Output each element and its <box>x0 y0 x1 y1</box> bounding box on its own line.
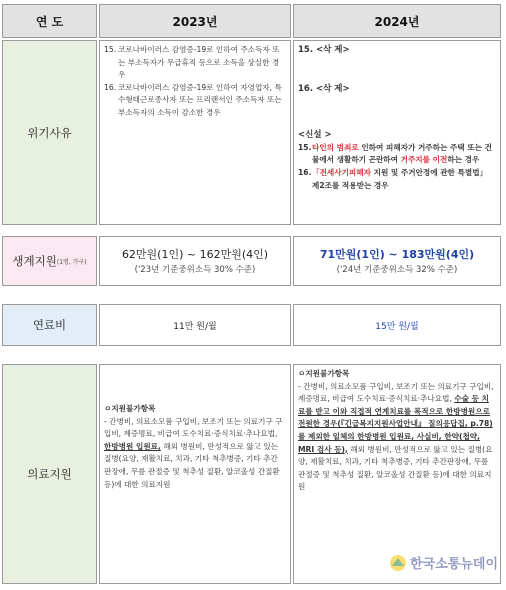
medical-2023-body: - 간병비, 의료소모품 구입비, 보조기 또는 의료기구 구입비, 제증명료, 비급여 도수치료·증식치료·추나요법, 한방병원 입원료, 해외 병원비, 만성적으로 앓고 있는 질병(요양, 재활치료, 치과, 기타 척추병증, 기타 추간판장애, 무릎 관절증 및 척추성 질환, 알코올성 간질환 등)에 대한 의료지원 <box>104 416 283 489</box>
header-2023 <box>99 4 291 38</box>
fuel-2024-value: 15만 원/월 <box>375 321 419 332</box>
watermark-text: 한국소통뉴데이 <box>410 557 498 572</box>
row-label-medical <box>2 364 97 584</box>
fuel-2023-value: 11만 원/월 <box>173 321 217 332</box>
crisis-2024-new-title: <신설 > <box>298 130 332 141</box>
living-label-text: 생계지원 <box>12 254 57 268</box>
header-2024-text: 2024년 <box>374 14 420 29</box>
living-label-sub: (1명, 가구) <box>56 258 87 266</box>
medical-label-text: 의료지원 <box>27 467 72 481</box>
crisis-2024-cell <box>293 40 501 225</box>
medical-2023-title: ㅇ지원불가항목 <box>104 404 156 413</box>
medical-2023-cell <box>99 364 291 584</box>
living-2024-note: ('24년 기준중위소득 32% 수준) <box>336 265 458 275</box>
crisis-2023-item-15: 15. 코로나바이러스 감염증-19로 인하여 주소득자 또는 부소득자가 무급휴직 등으로 소득을 상실한 경우 <box>104 45 280 80</box>
living-2023-cell <box>99 236 291 286</box>
crisis-2024-new-15: 15. 타인의 범죄로 인하여 피해자가 거주하는 주택 또는 건물에서 생활하기 곤란하여 거주지를 이전하는 경우 <box>298 142 492 165</box>
row-label-fuel <box>2 304 97 346</box>
medical-2024-title: ㅇ지원불가항목 <box>298 369 350 378</box>
medical-2024-body: - 간병비, 의료소모품 구입비, 보조기 또는 의료기구 구입비, 제증명료, 비급여 도수치료·증식치료·추나요법, 수술 등 치료를 받고 이와 직접적 연계치료를 목적으로 한방병원으로 전원한 경우(『긴급복지지원사업안내』 질의응답집, p.78)를 제외한 일체의 한방병원 입원료, 사실비, 한약(첩약, MRI 검사 등), 해외 병원비, 만성적으로 앓고 있는 질병(요양, 재활치료, 치과, 기타 척추병증, 기타 추간판장애, 무릎 관절증 및 척추성 질환, 알코올성 간질환 등)에 대한 의료지원 <box>298 381 494 492</box>
fuel-label-text: 연료비 <box>32 318 67 332</box>
watermark-logo-icon <box>389 554 407 572</box>
row-label-crisis <box>2 40 97 225</box>
crisis-2024-deleted-16: 16. <삭 제> <box>298 83 350 94</box>
header-2024 <box>293 4 501 38</box>
crisis-2023-cell <box>99 40 291 225</box>
fuel-2023-cell <box>99 304 291 346</box>
header-year-label <box>2 4 97 38</box>
header-2023-text: 2023년 <box>172 14 218 29</box>
living-2023-amount: 62만원(1인) ~ 162만원(4인) <box>121 248 269 261</box>
row-label-living <box>2 236 97 286</box>
living-2023-note: ('23년 기준중위소득 30% 수준) <box>134 265 256 275</box>
living-2024-amount: 71만원(1인) ~ 183만원(4인) <box>319 248 475 261</box>
fuel-2024-cell <box>293 304 501 346</box>
crisis-2024-new-16: 16. 「전세사기피해자 지원 및 주거안정에 관한 특별법」 제2조를 적용받는 경우 <box>298 167 488 190</box>
watermark <box>389 553 498 572</box>
living-2024-cell <box>293 236 501 286</box>
header-year-text: 연 도 <box>35 14 64 29</box>
medical-2024-cell <box>293 364 501 584</box>
crisis-2024-deleted-15: 15. <삭 제> <box>298 45 350 55</box>
crisis-2023-item-16: 16. 코로나바이러스 감염증-19로 인하여 자영업자, 특수형태근로종사자 또는 프리랜서인 주소득자 또는 부소득자의 소득이 감소한 경우 <box>104 82 282 117</box>
crisis-label-text: 위기사유 <box>27 125 72 140</box>
